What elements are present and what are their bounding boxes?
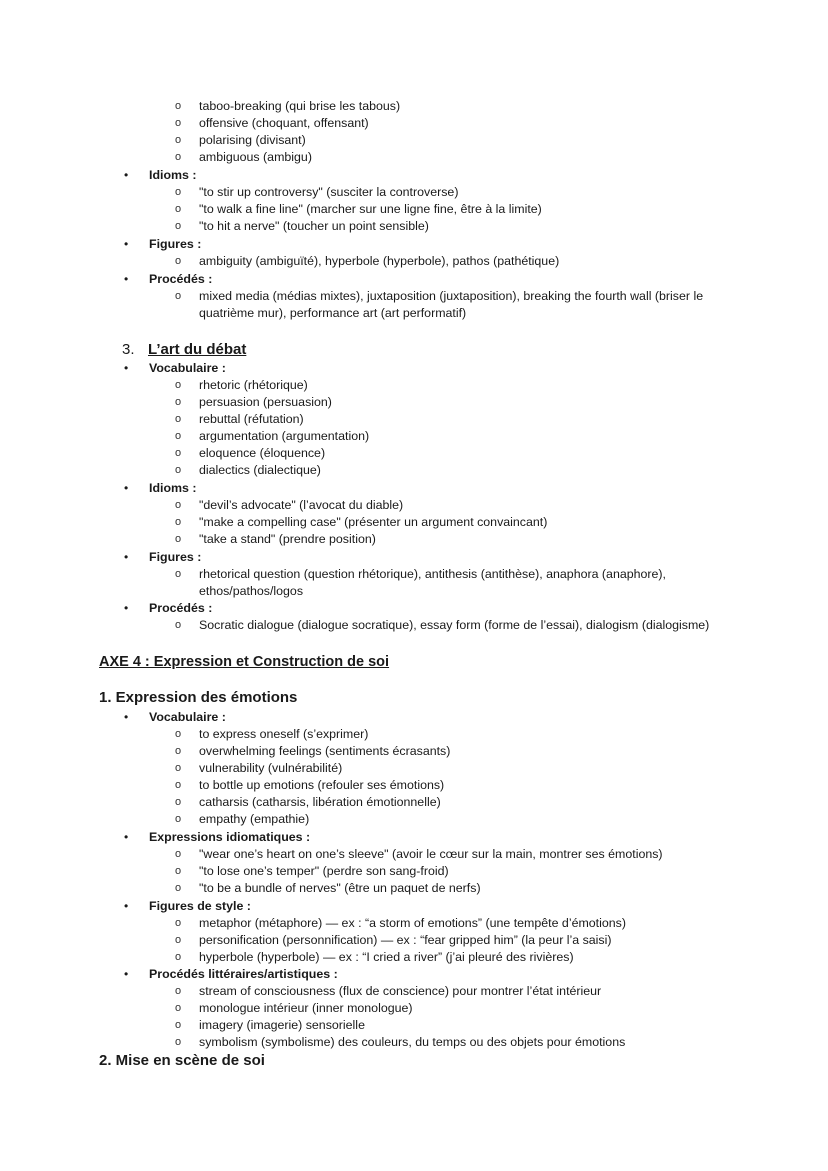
sub-bullet: o bbox=[175, 255, 182, 267]
list-item: argumentation (argumentation) bbox=[199, 429, 370, 443]
list-item: polarising (divisant) bbox=[199, 133, 306, 147]
list-item: to bottle up emotions (refouler ses émotions) bbox=[199, 778, 445, 792]
bullet: • bbox=[124, 481, 129, 495]
list-item: mixed media (médias mixtes), juxtaposition (juxtaposition), breaking the fourth wall (briser le bbox=[199, 289, 704, 303]
part-title: 1. Expression des émotions bbox=[99, 689, 298, 706]
idioms-label: Idioms : bbox=[149, 481, 197, 495]
list-item: rhetorical question (question rhétorique), antithesis (antithèse), anaphora (anaphore), bbox=[199, 567, 666, 581]
list-item: "to stir up controversy" (susciter la controverse) bbox=[199, 185, 459, 199]
bullet: • bbox=[124, 710, 129, 724]
sub-bullet: o bbox=[175, 117, 182, 129]
list-item: Socratic dialogue (dialogue socratique), essay form (forme de l’essai), dialogism (dialogisme) bbox=[199, 618, 710, 632]
list-item: "make a compelling case" (présenter un argument convaincant) bbox=[199, 515, 548, 529]
sub-bullet: o bbox=[175, 813, 182, 825]
bullet: • bbox=[124, 601, 129, 615]
sub-bullet: o bbox=[175, 568, 182, 580]
bullet: • bbox=[124, 168, 129, 182]
list-item: rhetoric (rhétorique) bbox=[199, 378, 308, 392]
list-item: ambiguous (ambigu) bbox=[199, 150, 312, 164]
sub-bullet: o bbox=[175, 499, 182, 511]
list-item: "take a stand" (prendre position) bbox=[199, 532, 376, 546]
sub-bullet: o bbox=[175, 917, 182, 929]
sub-bullet: o bbox=[175, 516, 182, 528]
sub-bullet: o bbox=[175, 934, 182, 946]
sub-bullet: o bbox=[175, 762, 182, 774]
sub-bullet: o bbox=[175, 1036, 182, 1048]
sub-bullet: o bbox=[175, 1019, 182, 1031]
sub-bullet: o bbox=[175, 796, 182, 808]
figures-label: Figures : bbox=[149, 550, 202, 564]
sub-bullet: o bbox=[175, 447, 182, 459]
sub-bullet: o bbox=[175, 865, 182, 877]
sub-bullet: o bbox=[175, 985, 182, 997]
sub-bullet: o bbox=[175, 379, 182, 391]
list-item: eloquence (éloquence) bbox=[199, 446, 326, 460]
axe-title: AXE 4 : Expression et Construction de soi bbox=[99, 654, 390, 670]
list-item: to express oneself (s’exprimer) bbox=[199, 727, 369, 741]
sub-bullet: o bbox=[175, 619, 182, 631]
list-item: stream of consciousness (flux de conscience) pour montrer l’état intérieur bbox=[199, 984, 602, 998]
list-item: "to hit a nerve" (toucher un point sensible) bbox=[199, 219, 429, 233]
sub-bullet: o bbox=[175, 290, 182, 302]
list-item: ambiguity (ambiguïté), hyperbole (hyperbole), pathos (pathétique) bbox=[199, 254, 560, 268]
list-item: persuasion (persuasion) bbox=[199, 395, 332, 409]
list-item: offensive (choquant, offensant) bbox=[199, 116, 369, 130]
sub-bullet: o bbox=[175, 848, 182, 860]
figures-label: Figures : bbox=[149, 237, 202, 251]
vocab-label: Vocabulaire : bbox=[149, 361, 226, 375]
expressions-label: Expressions idiomatiques : bbox=[149, 830, 311, 844]
sub-bullet: o bbox=[175, 134, 182, 146]
list-item: "to walk a fine line" (marcher sur une ligne fine, être à la limite) bbox=[199, 202, 542, 216]
bullet: • bbox=[124, 272, 129, 286]
figures-label: Figures de style : bbox=[149, 899, 251, 913]
list-item: monologue intérieur (inner monologue) bbox=[199, 1001, 413, 1015]
sub-bullet: o bbox=[175, 779, 182, 791]
list-item: metaphor (métaphore) — ex : “a storm of emotions” (une tempête d’émotions) bbox=[199, 916, 626, 930]
list-item: catharsis (catharsis, libération émotionnelle) bbox=[199, 795, 441, 809]
section-number: 3. bbox=[122, 341, 135, 358]
sub-bullet: o bbox=[175, 413, 182, 425]
list-item: vulnerability (vulnérabilité) bbox=[199, 761, 343, 775]
list-item: hyperbole (hyperbole) — ex : “I cried a river” (j’ai pleuré des rivières) bbox=[199, 950, 574, 964]
bullet: • bbox=[124, 237, 129, 251]
sub-bullet: o bbox=[175, 951, 182, 963]
list-item: symbolism (symbolisme) des couleurs, du temps ou des objets pour émotions bbox=[199, 1035, 626, 1049]
vocab-label: Vocabulaire : bbox=[149, 710, 226, 724]
bullet: • bbox=[124, 830, 129, 844]
part-title: 2. Mise en scène de soi bbox=[99, 1052, 265, 1069]
list-item: imagery (imagerie) sensorielle bbox=[199, 1018, 365, 1032]
list-item: rebuttal (réfutation) bbox=[199, 412, 304, 426]
bullet: • bbox=[124, 361, 129, 375]
list-item: "devil’s advocate" (l’avocat du diable) bbox=[199, 498, 404, 512]
bullet: • bbox=[124, 899, 129, 913]
sub-bullet: o bbox=[175, 100, 182, 112]
list-item: personification (personnification) — ex : “fear gripped him” (la peur l’a saisi) bbox=[199, 933, 612, 947]
list-item: "to lose one’s temper" (perdre son sang-froid) bbox=[199, 864, 449, 878]
sub-bullet: o bbox=[175, 882, 182, 894]
list-item: empathy (empathie) bbox=[199, 812, 310, 826]
idioms-label: Idioms : bbox=[149, 168, 197, 182]
procedes-label: Procédés : bbox=[149, 601, 213, 615]
procedes-label: Procédés : bbox=[149, 272, 213, 286]
list-item: taboo-breaking (qui brise les tabous) bbox=[199, 99, 401, 113]
list-item: "to be a bundle of nerves" (être un paquet de nerfs) bbox=[199, 881, 481, 895]
sub-bullet: o bbox=[175, 745, 182, 757]
sub-bullet: o bbox=[175, 220, 182, 232]
section-title: L’art du débat bbox=[148, 341, 247, 358]
list-item-continuation: ethos/pathos/logos bbox=[199, 584, 304, 598]
sub-bullet: o bbox=[175, 728, 182, 740]
list-item-continuation: quatrième mur), performance art (art performatif) bbox=[199, 306, 467, 320]
sub-bullet: o bbox=[175, 151, 182, 163]
procedes-label: Procédés littéraires/artistiques : bbox=[149, 967, 338, 981]
list-item: "wear one’s heart on one’s sleeve" (avoir le cœur sur la main, montrer ses émotions) bbox=[199, 847, 663, 861]
bullet: • bbox=[124, 967, 129, 981]
sub-bullet: o bbox=[175, 1002, 182, 1014]
sub-bullet: o bbox=[175, 464, 182, 476]
list-item: dialectics (dialectique) bbox=[199, 463, 321, 477]
bullet: • bbox=[124, 550, 129, 564]
sub-bullet: o bbox=[175, 396, 182, 408]
sub-bullet: o bbox=[175, 430, 182, 442]
sub-bullet: o bbox=[175, 533, 182, 545]
list-item: overwhelming feelings (sentiments écrasants) bbox=[199, 744, 451, 758]
sub-bullet: o bbox=[175, 203, 182, 215]
sub-bullet: o bbox=[175, 186, 182, 198]
